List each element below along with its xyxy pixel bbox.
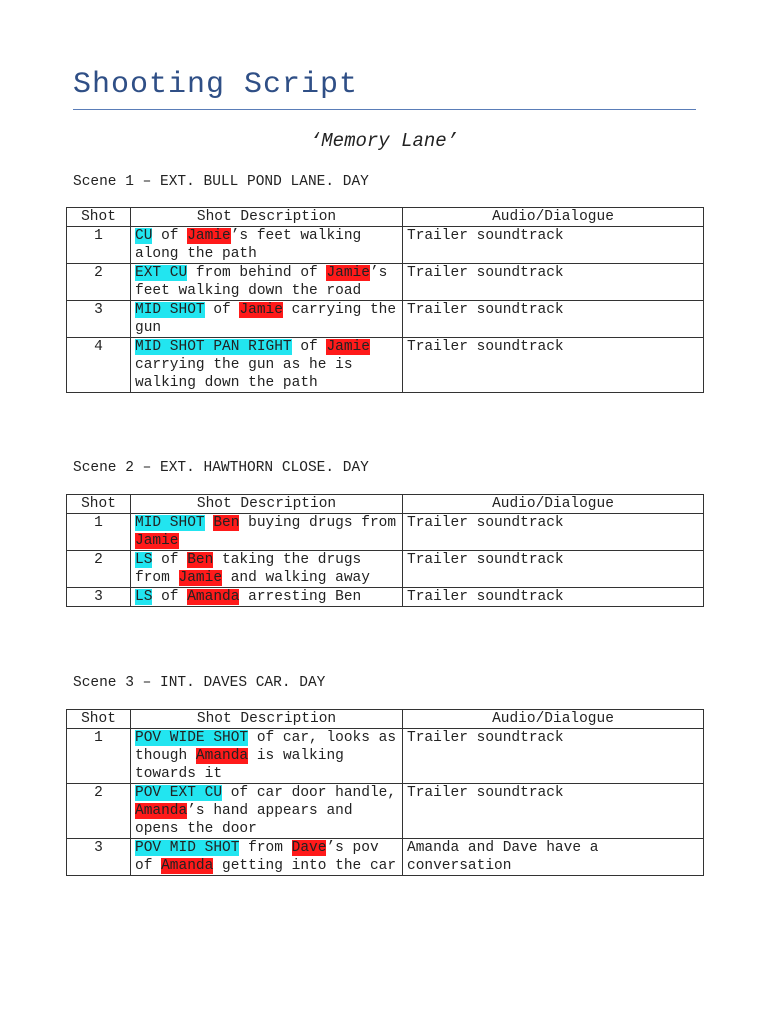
shot-type-highlight: POV EXT CU: [135, 785, 223, 801]
character-highlight: Amanda: [187, 589, 240, 605]
table-row: [67, 588, 704, 607]
scene-1-table: [66, 207, 704, 393]
shot-number: 2: [67, 551, 131, 588]
shot-description: [131, 839, 403, 876]
description-text: is walking towards it: [135, 748, 344, 782]
column-header-audio: Audio/Dialogue: [403, 710, 704, 729]
document-title: Shooting Script: [73, 68, 359, 102]
title-divider: [73, 109, 696, 110]
description-text: of: [204, 302, 240, 318]
column-header-shot: Shot: [67, 208, 131, 227]
script-subtitle: ‘Memory Lane’: [309, 130, 459, 152]
shot-number: 2: [67, 264, 131, 301]
scene-1-heading: Scene 1 – EXT. BULL POND LANE. DAY: [73, 174, 369, 190]
shot-number: 1: [67, 227, 131, 264]
description-text: carrying the gun as he is walking down the path: [135, 357, 353, 391]
table-row: [67, 514, 704, 551]
column-header-audio: Audio/Dialogue: [403, 208, 704, 227]
table-row: [67, 264, 704, 301]
shot-audio: Trailer soundtrack: [403, 514, 704, 551]
shot-description: [131, 227, 403, 264]
column-header-description: Shot Description: [131, 208, 403, 227]
shot-audio: Amanda and Dave have a conversation: [403, 839, 704, 876]
shot-number: 3: [67, 301, 131, 338]
shot-audio: Trailer soundtrack: [403, 551, 704, 588]
description-text: of: [291, 339, 327, 355]
shot-description: [131, 551, 403, 588]
character-highlight: Amanda: [195, 748, 249, 764]
table-row: [67, 729, 704, 784]
table-header-row: [67, 208, 704, 227]
description-text: arresting Ben: [239, 589, 362, 605]
scene-2-heading: Scene 2 – EXT. HAWTHORN CLOSE. DAY: [73, 460, 369, 476]
shot-audio: Trailer soundtrack: [403, 784, 704, 839]
scene-3-heading: Scene 3 – INT. DAVES CAR. DAY: [73, 675, 326, 691]
shot-description: [131, 338, 403, 393]
character-highlight: Jamie: [326, 339, 370, 355]
table-row: [67, 784, 704, 839]
description-text: ’s hand appears and opens the door: [135, 803, 353, 837]
description-text: getting into the car: [213, 858, 397, 874]
description-text: and walking away: [222, 570, 370, 586]
shot-description: [131, 264, 403, 301]
description-text: from behind of: [187, 265, 327, 281]
shot-number: 4: [67, 338, 131, 393]
shot-type-highlight: CU: [135, 228, 153, 244]
character-highlight: Jamie: [187, 228, 231, 244]
column-header-shot: Shot: [67, 710, 131, 729]
table-row: [67, 839, 704, 876]
column-header-audio: Audio/Dialogue: [403, 495, 704, 514]
character-highlight: Amanda: [135, 803, 188, 819]
shot-description: [131, 729, 403, 784]
shot-type-highlight: POV WIDE SHOT: [135, 730, 249, 746]
shot-audio: Trailer soundtrack: [403, 588, 704, 607]
shot-type-highlight: LS: [135, 552, 153, 568]
column-header-description: Shot Description: [131, 495, 403, 514]
column-header-shot: Shot: [67, 495, 131, 514]
scene-2-table: [66, 494, 704, 607]
description-text: taking the drugs from: [135, 552, 362, 586]
character-highlight: Amanda: [161, 858, 214, 874]
shot-description: [131, 514, 403, 551]
shot-number: 3: [67, 588, 131, 607]
shot-number: 3: [67, 839, 131, 876]
shot-type-highlight: EXT CU: [135, 265, 188, 281]
description-text: carrying the gun: [135, 302, 397, 336]
table-row: [67, 227, 704, 264]
shot-audio: Trailer soundtrack: [403, 301, 704, 338]
shot-number: 2: [67, 784, 131, 839]
table-row: [67, 338, 704, 393]
shot-type-highlight: MID SHOT: [135, 302, 205, 318]
shot-description: [131, 301, 403, 338]
description-text: buying drugs from: [239, 515, 397, 531]
shot-type-highlight: LS: [135, 589, 153, 605]
description-text: of car door handle,: [222, 785, 397, 801]
shot-number: 1: [67, 514, 131, 551]
shot-description: [131, 784, 403, 839]
column-header-description: Shot Description: [131, 710, 403, 729]
shot-number: 1: [67, 729, 131, 784]
description-text: from: [239, 840, 292, 856]
description-text: of car, looks as though: [135, 730, 397, 764]
shot-type-highlight: MID SHOT: [135, 515, 205, 531]
description-text: of: [152, 228, 188, 244]
character-highlight: Ben: [213, 515, 240, 531]
shot-audio: Trailer soundtrack: [403, 227, 704, 264]
character-highlight: Dave: [291, 840, 327, 856]
character-highlight: Ben: [187, 552, 214, 568]
description-text: of: [152, 589, 188, 605]
description-text: ’s pov of: [135, 840, 379, 874]
character-highlight: Jamie: [239, 302, 283, 318]
description-text: ’s feet walking along the path: [135, 228, 362, 262]
shot-audio: Trailer soundtrack: [403, 338, 704, 393]
description-text: ’s feet walking down the road: [135, 265, 388, 299]
scene-3-table: [66, 709, 704, 876]
character-highlight: Jamie: [135, 533, 179, 549]
description-text: of: [152, 552, 188, 568]
shot-audio: Trailer soundtrack: [403, 264, 704, 301]
shot-type-highlight: MID SHOT PAN RIGHT: [135, 339, 292, 355]
shot-type-highlight: POV MID SHOT: [135, 840, 240, 856]
shot-audio: Trailer soundtrack: [403, 729, 704, 784]
shot-description: [131, 588, 403, 607]
character-highlight: Jamie: [326, 265, 370, 281]
character-highlight: Jamie: [178, 570, 223, 586]
table-row: [67, 301, 704, 338]
table-row: [67, 551, 704, 588]
table-header-row: [67, 495, 704, 514]
table-header-row: [67, 710, 704, 729]
